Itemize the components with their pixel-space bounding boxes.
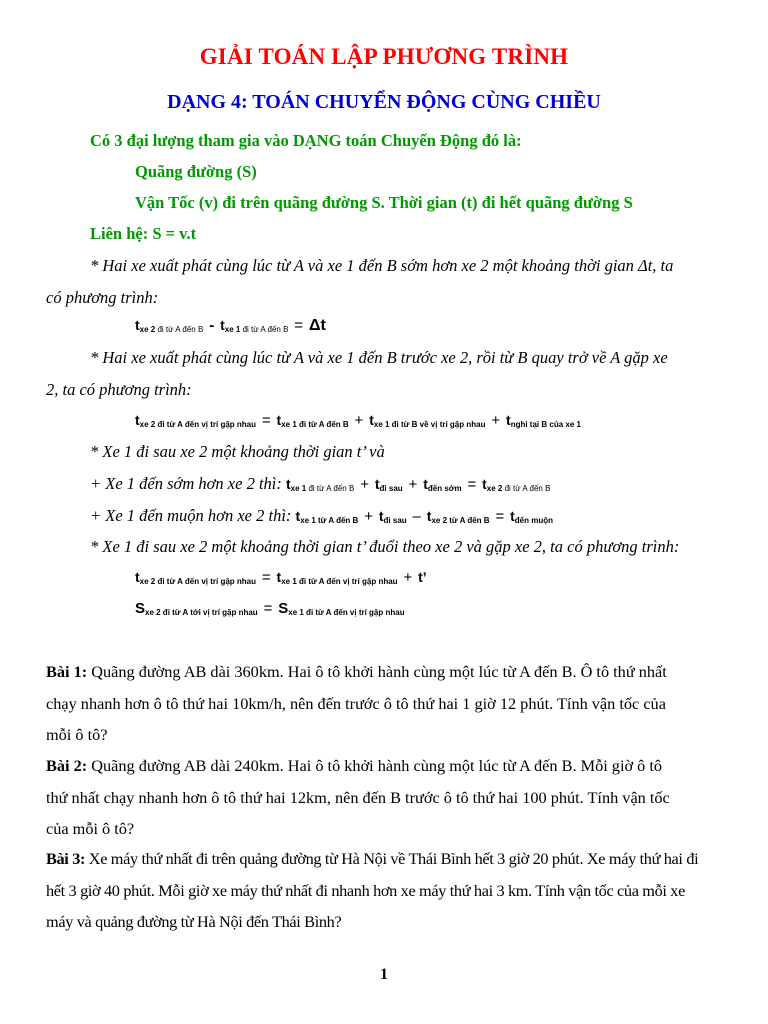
formula-subscript: đi sau bbox=[379, 484, 403, 493]
formula-term: t bbox=[482, 476, 487, 492]
intro-line-3: Vận Tốc (v) đi trên quãng đường S. Thời gian (t) đi hết quãng đường S bbox=[135, 193, 633, 212]
formula-case3-late bbox=[296, 508, 553, 524]
formula-subscript: xe 2 đi từ A tới vị trí gặp nhau bbox=[145, 608, 258, 617]
formula-subscript: xe 1 đi từ A đến vị trí gặp nhau bbox=[281, 577, 398, 586]
formula-subscript: xe 1 bbox=[224, 325, 241, 334]
formula-term: S bbox=[278, 600, 289, 617]
case3-early-line bbox=[90, 474, 550, 494]
formula-case2 bbox=[135, 412, 581, 429]
case3-late-prefix: + Xe 1 đến muộn hơn xe 2 thì: bbox=[90, 506, 292, 525]
formula-term: t bbox=[286, 476, 291, 492]
problem-text: hết 3 giờ 40 phút. Mỗi giờ xe máy thứ nhất đi nhanh hơn xe máy thứ hai 3 km. Tính vận tốc của mỗi xe bbox=[46, 880, 685, 900]
problem-1 bbox=[46, 656, 722, 751]
formula-subscript: xe 2 đi từ A đến vị trí gặp nhau bbox=[139, 420, 256, 429]
intro-line-4: Liên hệ: S = v.t bbox=[90, 224, 197, 243]
formula-term: t bbox=[426, 508, 432, 524]
formula-subscript: xe 2 bbox=[486, 484, 503, 493]
formula-term: t bbox=[220, 317, 225, 333]
intro-line-2: Quãng đường (S) bbox=[135, 162, 257, 181]
formula-subscript: đi sau bbox=[383, 516, 407, 525]
section-subtitle: DẠNG 4: TOÁN CHUYỂN ĐỘNG CÙNG CHIỀU bbox=[167, 91, 601, 113]
formula-operator: = bbox=[261, 569, 271, 586]
problem-text: Quãng đường AB dài 360km. Hai ô tô khởi hành cùng một lúc từ A đến B. Ô tô thứ nhất bbox=[87, 662, 667, 681]
problem-text: máy và quảng đường từ Hà Nội đến Thái Bình? bbox=[46, 912, 342, 931]
case4-text: * Xe 1 đi sau xe 2 một khoảng thời gian t’ đuổi theo xe 2 và gặp xe 2, ta có phương trình: bbox=[90, 537, 680, 556]
formula-operator: = bbox=[495, 508, 505, 525]
problem-text: thứ nhất chạy nhanh hơn ô tô thứ hai 12km, nên đến B trước ô tô thứ hai 100 phút. Tính vận tốc bbox=[46, 787, 670, 807]
formula-subscript: đến sớm bbox=[427, 484, 462, 493]
formula-operator: + bbox=[364, 508, 373, 525]
formula-subscript: xe 2 từ A đến B bbox=[431, 516, 490, 525]
problem-text: chạy nhanh hơn ô tô thứ hai 10km/h, nên đến trước ô tô thứ hai 1 giờ 12 phút. Tính vận tốc của bbox=[46, 693, 666, 713]
page-number: 1 bbox=[380, 966, 388, 983]
case3-early-prefix: + Xe 1 đến sớm hơn xe 2 thì: bbox=[90, 474, 282, 493]
problem-text: của mỗi ô tô? bbox=[46, 819, 135, 838]
formula-subscript: nghỉ tại B của xe 1 bbox=[510, 420, 581, 429]
formula-case4-time bbox=[135, 569, 427, 586]
problem-label: Bài 2: bbox=[46, 756, 88, 775]
problem-2 bbox=[46, 750, 722, 845]
formula-operator: = bbox=[294, 317, 304, 334]
formula-subscript: xe 2 bbox=[139, 325, 156, 334]
problem-3 bbox=[46, 843, 722, 938]
problem-text: Xe máy thứ nhất đi trên quảng đường từ Hà Nội về Thái Bình hết 3 giờ 20 phút. Xe máy thứ hai đi bbox=[85, 849, 699, 868]
formula-subscript: đi từ A đến B bbox=[502, 484, 551, 493]
case1-text-a: * Hai xe xuất phát cùng lúc từ A và xe 1 đến B sớm hơn xe 2 một khoảng thời gian Δt, ta bbox=[90, 256, 674, 275]
formula-term: Δt bbox=[308, 317, 326, 334]
formula-term: t bbox=[369, 412, 374, 428]
formula-subscript: xe 1 đi từ A đến B bbox=[281, 420, 349, 429]
formula-case3-early bbox=[286, 476, 550, 492]
formula-subscript: đến muộn bbox=[514, 516, 553, 525]
formula-case4-distance bbox=[135, 600, 405, 617]
formula-term: S bbox=[135, 600, 146, 617]
formula-term: t bbox=[374, 476, 380, 492]
formula-term: t’ bbox=[418, 569, 427, 585]
formula-subscript: đi từ A đến B bbox=[240, 325, 289, 334]
problem-label: Bài 3: bbox=[46, 849, 86, 868]
formula-term: t bbox=[423, 476, 428, 492]
formula-term: t bbox=[135, 317, 140, 333]
formula-case1 bbox=[135, 317, 326, 335]
case3-text: * Xe 1 đi sau xe 2 một khoảng thời gian t’ và bbox=[90, 442, 385, 461]
formula-operator: = bbox=[467, 476, 477, 493]
formula-operator: + bbox=[491, 412, 501, 429]
formula-subscript: xe 1 từ A đến B bbox=[300, 516, 359, 525]
formula-operator: – bbox=[412, 508, 421, 525]
problem-text: mỗi ô tô? bbox=[46, 725, 108, 744]
formula-term: t bbox=[135, 569, 140, 585]
formula-term: t bbox=[378, 508, 384, 524]
case3-late-line bbox=[90, 506, 553, 526]
formula-subscript: đi từ A đến B bbox=[155, 325, 204, 334]
problem-label: Bài 1: bbox=[46, 662, 88, 681]
page-title: GIẢI TOÁN LẬP PHƯƠNG TRÌNH bbox=[199, 44, 569, 69]
case1-text-b: có phương trình: bbox=[46, 288, 159, 307]
formula-term: t bbox=[276, 569, 282, 585]
formula-subscript: đi từ A đến B bbox=[306, 484, 355, 493]
formula-term: t bbox=[135, 412, 140, 428]
formula-term: t bbox=[506, 412, 511, 428]
formula-term: t bbox=[295, 508, 301, 524]
formula-operator: + bbox=[408, 476, 418, 493]
case2-text-a: * Hai xe xuất phát cùng lúc từ A và xe 1 đến B trước xe 2, rồi từ B quay trở về A gặp xe bbox=[90, 348, 668, 367]
formula-operator: + bbox=[403, 569, 413, 586]
formula-operator: = bbox=[261, 412, 271, 429]
intro-line-1: Có 3 đại lượng tham gia vào DẠNG toán Chuyển Động đó là: bbox=[90, 131, 522, 150]
formula-term: t bbox=[276, 412, 282, 428]
formula-operator: + bbox=[354, 412, 364, 429]
case2-text-b: 2, ta có phương trình: bbox=[46, 380, 192, 399]
formula-subscript: xe 2 đi từ A đến vị trí gặp nhau bbox=[139, 577, 256, 586]
formula-operator: + bbox=[360, 476, 369, 493]
formula-operator: - bbox=[209, 317, 215, 334]
problem-text: Quãng đường AB dài 240km. Hai ô tô khởi hành cùng một lúc từ A đến B. Mỗi giờ ô tô bbox=[87, 756, 663, 775]
formula-subscript: xe 1 bbox=[290, 484, 307, 493]
formula-subscript: xe 1 đi từ B về vị trí gặp nhau bbox=[373, 420, 486, 429]
formula-operator: = bbox=[263, 600, 273, 617]
formula-term: t bbox=[510, 508, 515, 524]
formula-subscript: xe 1 đi từ A đến vị trí gặp nhau bbox=[288, 608, 405, 617]
